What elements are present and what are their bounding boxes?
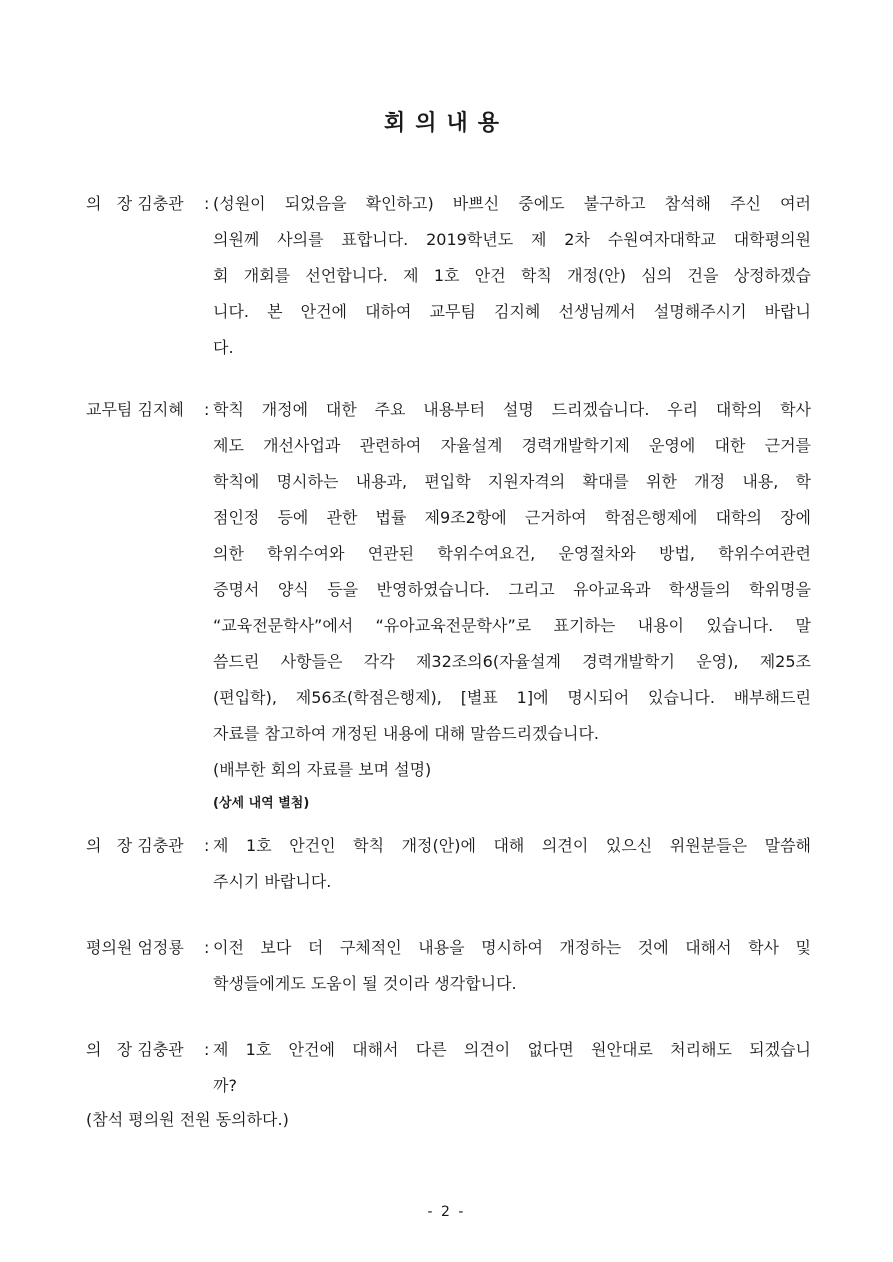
speaker-label bbox=[86, 392, 216, 428]
speaker-colon: : bbox=[204, 836, 210, 855]
speech-text bbox=[213, 186, 811, 366]
speech-line: 학칙 개정에 대한 주요 내용부터 설명 드리겠습니다. 우리 대학의 학사 bbox=[213, 400, 811, 419]
speech-line: 제 1호 안건에 대해서 다른 의견이 없다면 원안대로 처리해도 되겠습니 bbox=[213, 1040, 811, 1059]
speaker-colon: : bbox=[204, 400, 210, 419]
speaker-name: 평의원 엄정룡 bbox=[86, 938, 184, 957]
speaker-label bbox=[86, 186, 216, 222]
speaker-label bbox=[86, 930, 216, 966]
speech-line: 니다. 본 안건에 대하여 교무팀 김지혜 선생님께서 설명해주시기 바랍니 bbox=[213, 302, 811, 321]
speech-line: 학칙에 명시하는 내용과, 편입학 지원자격의 확대를 위한 개정 내용, 학 bbox=[213, 472, 811, 491]
page-number: - 2 - bbox=[427, 1204, 466, 1220]
speech-line: 증명서 양식 등을 반영하였습니다. 그리고 유아교육과 학생들의 학위명을 bbox=[213, 580, 811, 599]
speech-line: 점인정 등에 관한 법률 제9조2항에 근거하여 학점은행제에 대학의 장에 bbox=[213, 508, 811, 527]
speech-line: (편입학), 제56조(학점은행제), [별표 1]에 명시되어 있습니다. 배부해드린 bbox=[213, 688, 811, 707]
speech-line: 제 1호 안건인 학칙 개정(안)에 대해 의견이 있으신 위원분들은 말씀해 bbox=[213, 836, 811, 855]
speech-text bbox=[213, 392, 811, 820]
speaker-colon: : bbox=[204, 1040, 210, 1059]
speaker-colon: : bbox=[204, 194, 210, 213]
speech-line: 제도 개선사업과 관련하여 자율설계 경력개발학기제 운영에 대한 근거를 bbox=[213, 436, 811, 455]
speaker-name: 의 장 김충관 bbox=[86, 1040, 184, 1059]
speech-line: 까? bbox=[213, 1076, 237, 1095]
speech-line: “교육전문학사”에서 “유아교육전문학사”로 표기하는 내용이 있습니다. 말 bbox=[213, 616, 811, 635]
speech-line: 이전 보다 더 구체적인 내용을 명시하여 개정하는 것에 대해서 학사 및 bbox=[213, 938, 811, 957]
speaker-name: 교무팀 김지혜 bbox=[86, 400, 184, 419]
action-note: (배부한 회의 자료를 보며 설명) bbox=[213, 760, 432, 779]
speaker-label bbox=[86, 1032, 216, 1068]
speech-line: 의한 학위수여와 연관된 학위수여요건, 운영절차와 방법, 학위수여관련 bbox=[213, 544, 811, 563]
attachment-note: (상세 내역 별첨) bbox=[213, 796, 310, 811]
speech-line: 주시기 바랍니다. bbox=[213, 872, 332, 891]
page-title: 회의내용 bbox=[383, 111, 509, 136]
speaker-label bbox=[86, 828, 216, 864]
speech-line: 자료를 참고하여 개정된 내용에 대해 말씀드리겠습니다. bbox=[213, 724, 600, 743]
speech-text bbox=[213, 930, 811, 1002]
speech-line: 학생들에게도 도움이 될 것이라 생각합니다. bbox=[213, 974, 517, 993]
speech-line: 회 개회를 선언합니다. 제 1호 안건 학칙 개정(안) 심의 건을 상정하겠습 bbox=[213, 266, 811, 285]
speech-line: 씀드린 사항들은 각각 제32조의6(자율설계 경력개발학기 운영), 제25조 bbox=[213, 652, 811, 671]
speech-text bbox=[213, 828, 811, 900]
speech-line: (성원이 되었음을 확인하고) 바쁘신 중에도 불구하고 참석해 주신 여러 bbox=[213, 194, 811, 213]
speech-line: 의원께 사의를 표합니다. 2019학년도 제 2차 수원여자대학교 대학평의원 bbox=[213, 230, 811, 249]
speech-line: 다. bbox=[213, 338, 234, 357]
consent-note: (참석 평의원 전원 동의하다.) bbox=[86, 1110, 289, 1129]
speaker-name: 의 장 김충관 bbox=[86, 836, 184, 855]
speaker-colon: : bbox=[204, 938, 210, 957]
speaker-name: 의 장 김충관 bbox=[86, 194, 184, 213]
speech-text bbox=[213, 1032, 811, 1104]
